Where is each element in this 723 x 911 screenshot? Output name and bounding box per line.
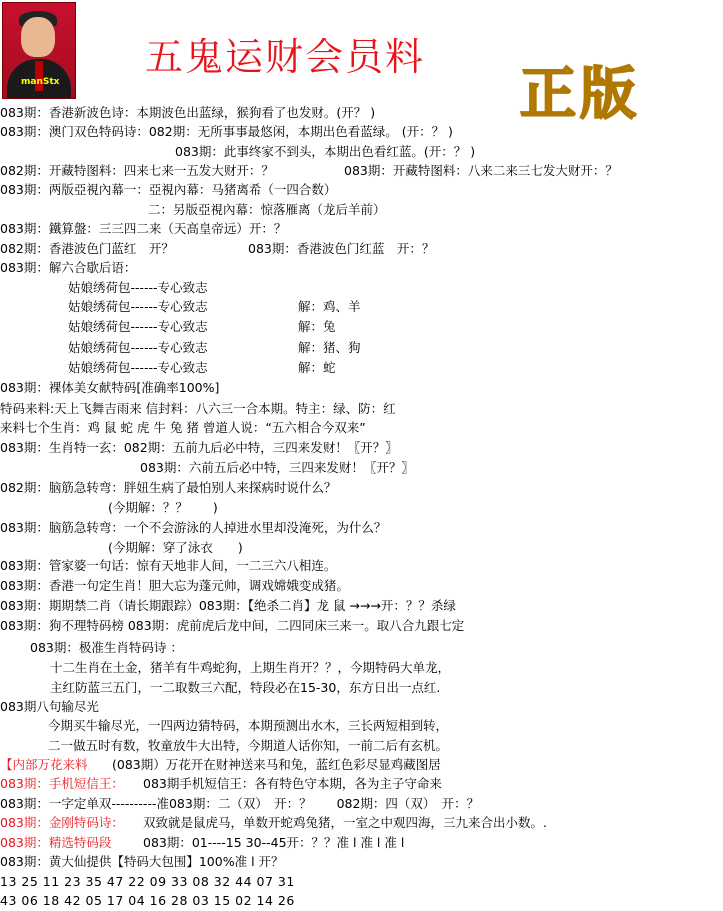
text-line: 083期：一字定单双----------准083期：二（双） 开：？ 082期：四（双） 开：？ [0, 796, 480, 811]
text-line: 姑娘绣荷包------专心致志 [68, 299, 208, 314]
text-line: 083期：鐵算盤：三三四二来（天高皇帝远）开：？ [0, 221, 287, 236]
text-line: 083期：香港波色门红蓝 开：？ [248, 241, 435, 256]
text-line: 083期：香港新波色诗：本期波色出蓝绿，猴狗看了也发财。(开？ ) [0, 105, 376, 120]
text-line: 姑娘绣荷包------专心致志 [68, 360, 208, 375]
text-line: 姑娘绣荷包------专心致志 [68, 280, 208, 295]
text-line: 083期手机短信王：各有特色守本期，各为主子守命来 [143, 776, 442, 791]
text-line: (今期解：穿了泳衣 ) [108, 540, 243, 555]
text-line: (今期解：？？ ) [108, 500, 218, 515]
text-line: 083期：极准生肖特码诗 ： [30, 640, 183, 655]
text-line: 083期：管家婆一句话：惊有天地非人间，一二三六八相连。 [0, 558, 337, 573]
number-row: 43 06 18 42 05 17 04 16 28 03 15 02 14 26 [0, 893, 295, 908]
number-row: 13 25 11 23 35 47 22 09 33 08 32 44 07 31 [0, 874, 295, 889]
portrait-face [21, 17, 55, 57]
text-line: 二一做五时有数，牧童放牛大出特，今期道人话你知，一前二后有玄机。 [48, 738, 449, 753]
text-line: 【内部万花来料 [0, 757, 88, 772]
text-line: 083期：期期禁二肖（请长期跟踪）083期：【绝杀二肖】龙 鼠 →→→开：？？杀绿 [0, 598, 456, 613]
text-line: 主红防蓝三五门，一二取数三六配，特段必在15-30，东方日出一点红. [50, 680, 441, 695]
text-line: 二：另版亞視內幕：惊落雁离（龙后羊前） [148, 202, 386, 217]
text-line: 083期：六前五后必中特，三四来发财！〖开？〗 [140, 460, 414, 475]
text-line: 083期：黄大仙提供【特码大包围】100%准 l 开？ [0, 854, 284, 869]
text-line: 083期：精选特码段 [0, 835, 112, 850]
zhengban-badge: 正版 [520, 62, 640, 127]
text-line: 083期：澳门双色特码诗：082期：无所事事最悠闲，本期出色看蓝绿。 (开：？ ) [0, 124, 453, 139]
text-line: 姑娘绣荷包------专心致志 [68, 319, 208, 334]
photo-watermark: manStx [21, 77, 60, 87]
text-line: 解：兔 [298, 319, 336, 334]
text-line: 083期：此事终家不到头，本期出色看红蓝。(开：？ ) [175, 144, 476, 159]
text-line: 083期：解六合歇后语： [0, 260, 137, 275]
text-line: 083期八句输尽光 [0, 699, 99, 714]
text-line: 083期：脑筋急转弯：一个不会游泳的人掉进水里却没淹死，为什么？ [0, 520, 387, 535]
text-line: 083期：生肖特一玄：082期：五前九后必中特，三四来发财！〖开？〗 [0, 440, 398, 455]
text-line: 082期：脑筋急转弯：胖妞生病了最怕别人来探病时说什么？ [0, 480, 337, 495]
text-line: 姑娘绣荷包------专心致志 [68, 340, 208, 355]
portrait-photo [2, 2, 76, 99]
text-line: 083期：香港一句定生肖！胆大忘为蓬元帅，调戏嫦娥变成猪。 [0, 578, 349, 593]
text-line: 083期：手机短信王： [0, 776, 124, 791]
text-line: 082期：香港波色门蓝红 开？ [0, 241, 174, 256]
text-line: (083期）万花开在财神送来马和兔，蓝红色彩尽显鸡藏图居 [112, 757, 441, 772]
text-line: 解：蛇 [298, 360, 336, 375]
text-line: 083期：两版亞視內幕一：亞視內幕：马猪离希（一四合数） [0, 182, 337, 197]
text-line: 解：鸡、羊 [298, 299, 361, 314]
text-line: 083期：开藏特图料：八来二来三七发大财开：？ [344, 163, 618, 178]
text-line: 083期：狗不理特码榜 083期：虎前虎后龙中间，二四同床三来一。取八合九跟七定 [0, 618, 465, 633]
text-line: 083期：金刚特码诗： [0, 815, 124, 830]
text-line: 082期：开藏特图料：四来七来一五发大财开：？ [0, 163, 274, 178]
text-line: 双致就是鼠虎马，单数开蛇鸡兔猪，一室之中观四海，三九来合出小数。. [143, 815, 547, 830]
text-line: 特码来料:天上飞舞吉雨来 信封料：八六三一合本期。特主：绿、防：红 [0, 401, 396, 416]
text-line: 来料七个生肖：鸡 鼠 蛇 虎 牛 兔 猪 曾道人说：“五六相合今双来” [0, 420, 366, 435]
text-line: 083期：01----15 30--45开：？？准 l 准 l 准 l [143, 835, 405, 850]
text-line: 今期买牛输尽光，一四两边猜特码，本期预测出水木，三长两短相到转， [48, 718, 449, 733]
text-line: 解：猪、狗 [298, 340, 361, 355]
text-line: 083期：裸体美女献特码[准确率100%] [0, 380, 220, 395]
text-line: 十二生肖在土金，猪羊有牛鸡蛇狗，上期生肖开？？，今期特码大单龙， [50, 660, 451, 675]
page-title: 五鬼运财会员料 [145, 35, 426, 79]
